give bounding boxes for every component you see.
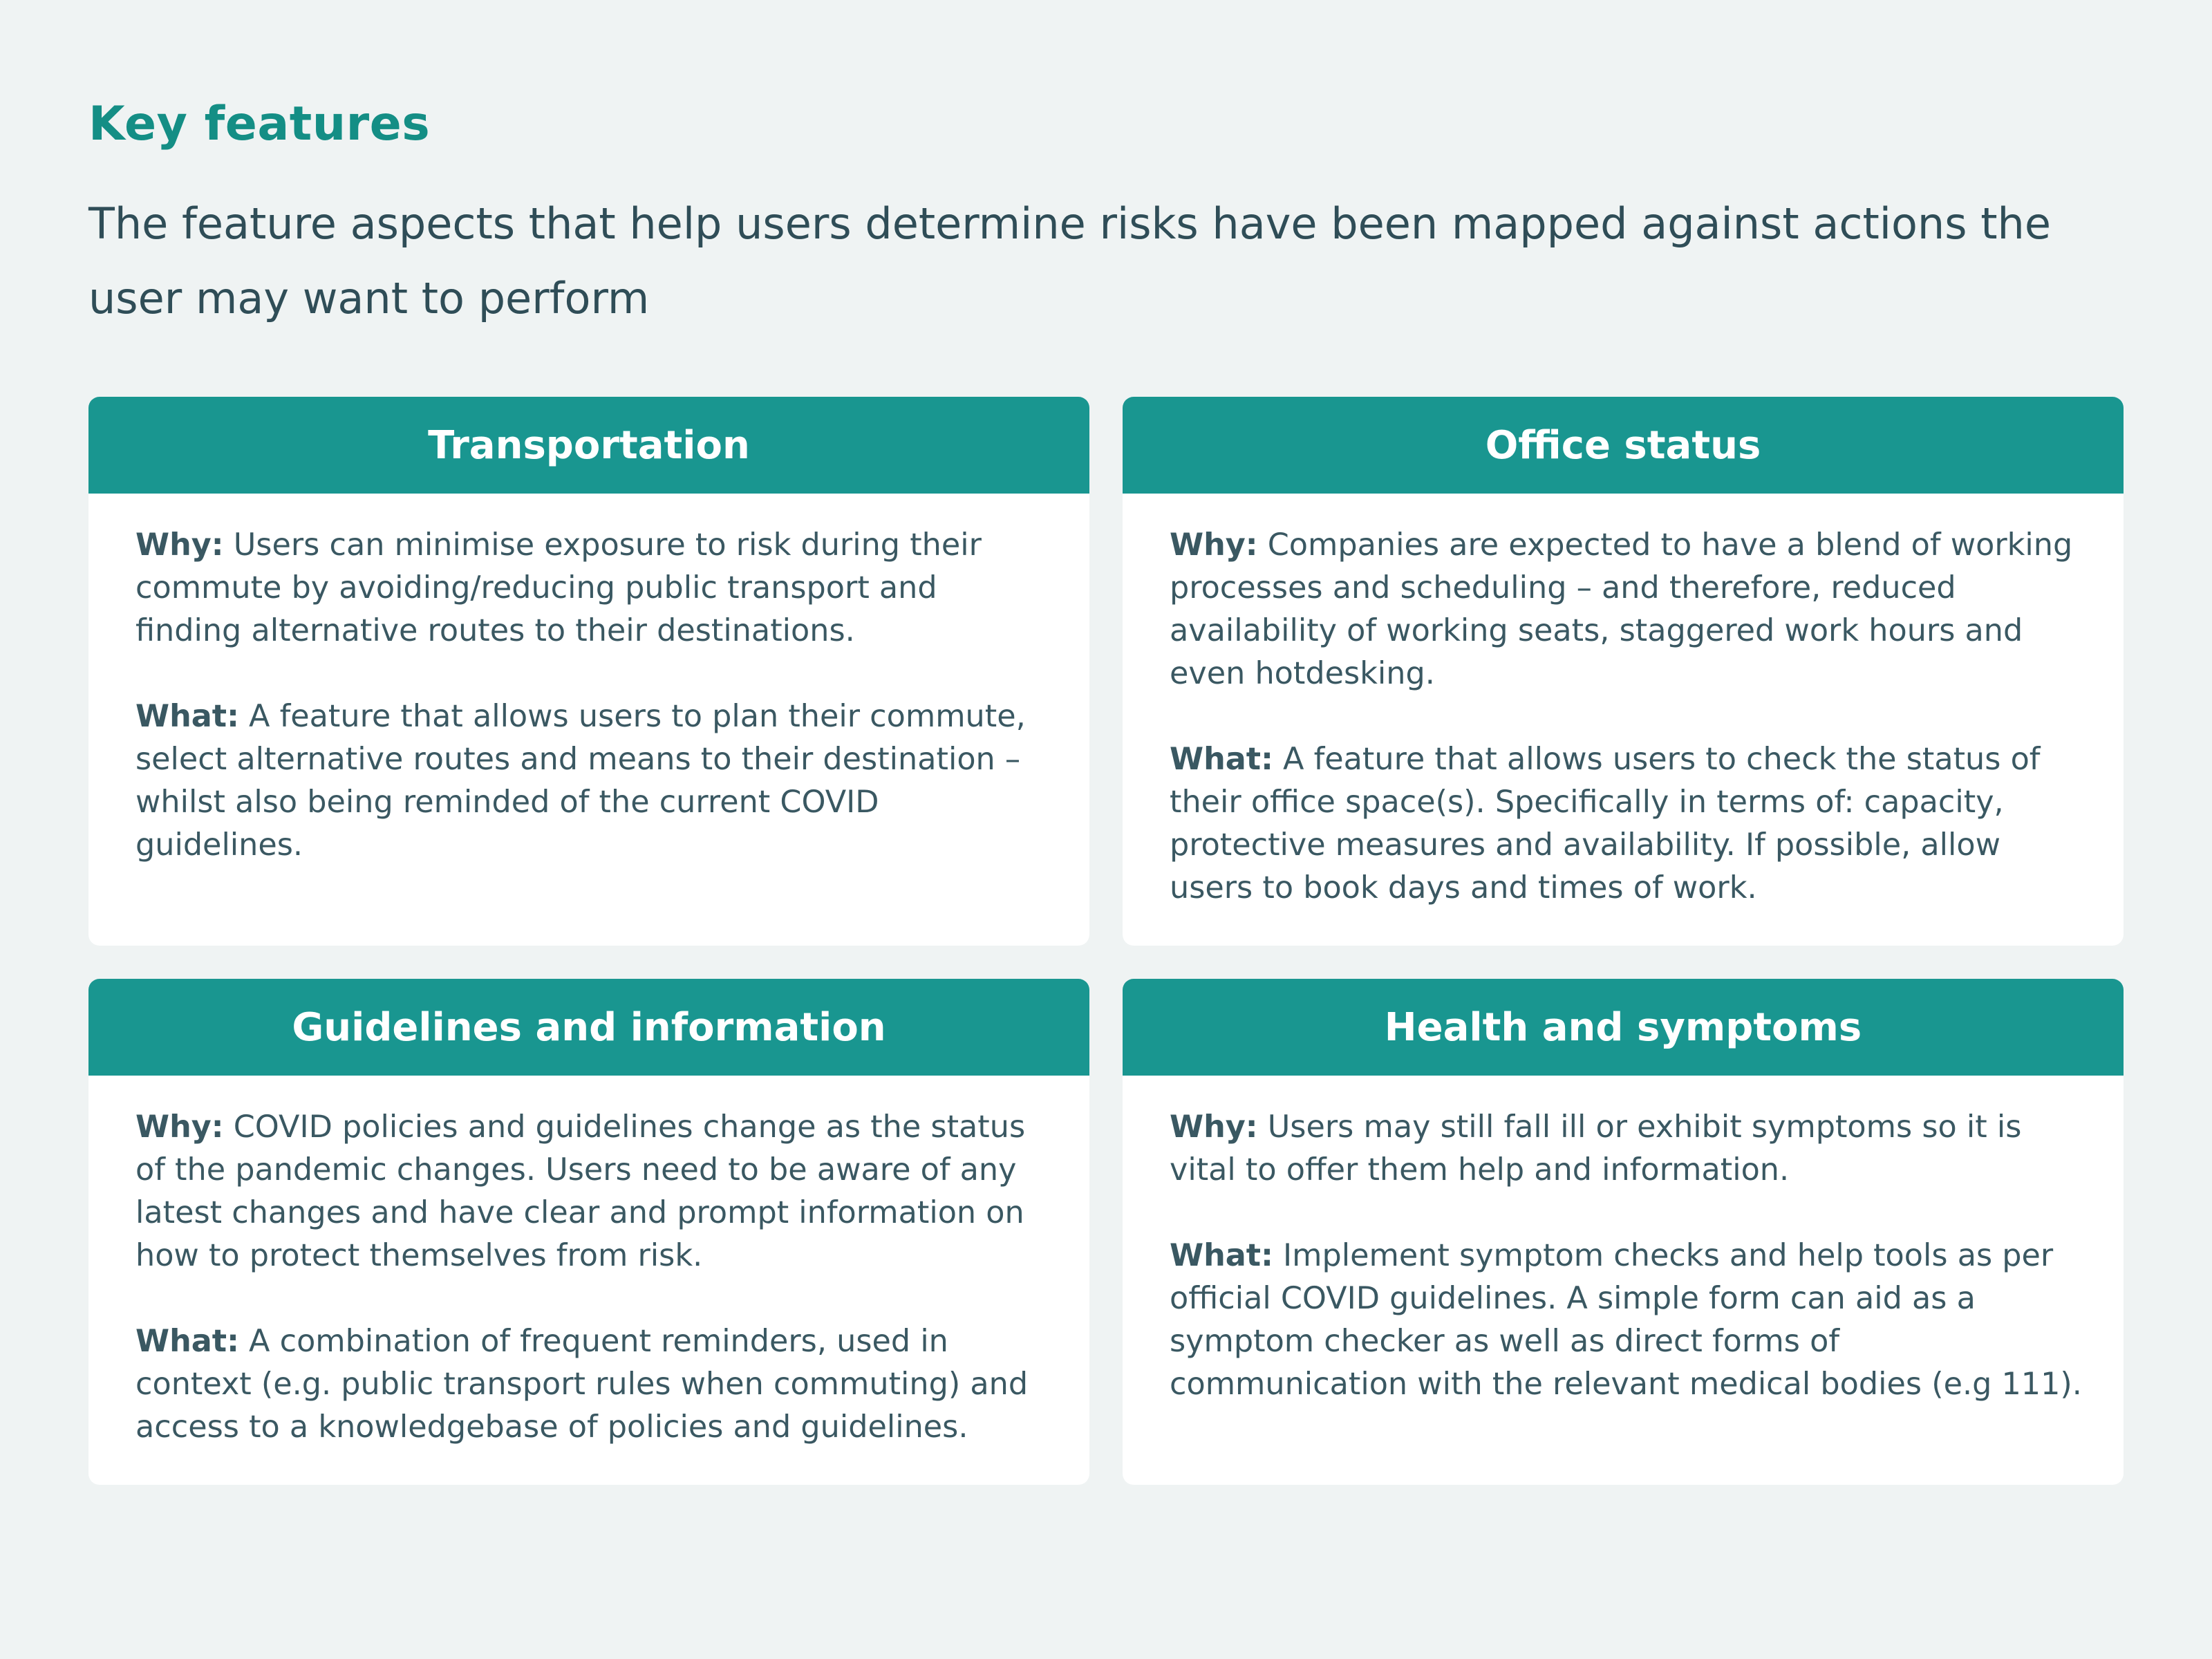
what-text: A feature that allows users to plan their commute, select alternative routes and means to their destination – whilst also being reminded of the current COVID guidelines.	[135, 699, 1026, 863]
card-title: Guidelines and information	[88, 979, 1089, 1076]
why-label: Why:	[135, 527, 224, 563]
feature-card-office-status	[1123, 397, 2124, 946]
feature-card-guidelines-and-information	[88, 979, 1089, 1485]
why-text: Users may still fall ill or exhibit symptoms so it is vital to offer them help and information.	[1170, 1109, 2022, 1188]
card-body	[88, 1076, 1089, 1449]
why-paragraph	[135, 524, 1048, 653]
what-label: What:	[135, 1324, 239, 1359]
what-text: Implement symptom checks and help tools as per official COVID guidelines. A simple form can aid as a symptom checker as well as direct forms of communication with the relevant medical bodies (e.g 111).	[1170, 1238, 2082, 1402]
why-text: COVID policies and guidelines change as the status of the pandemic changes. Users need to be aware of any latest changes and have clear and prompt information on how to protect themselves from risk.	[135, 1109, 1026, 1273]
why-paragraph	[135, 1106, 1048, 1277]
why-label: Why:	[1170, 527, 1258, 563]
what-label: What:	[135, 699, 239, 734]
what-paragraph	[1170, 1235, 2082, 1406]
what-paragraph	[135, 695, 1048, 867]
why-paragraph	[1170, 1106, 2082, 1192]
page-title: Key features	[88, 97, 431, 151]
card-body	[88, 494, 1089, 867]
card-title: Transportation	[88, 397, 1089, 494]
what-paragraph	[135, 1320, 1048, 1449]
why-label: Why:	[135, 1109, 224, 1145]
what-text: A feature that allows users to check the status of their office space(s). Specifically in terms of: capacity, protective measures and availability. If possible, allow users to book days and times of work.	[1170, 742, 2041, 906]
card-body	[1123, 1076, 2124, 1406]
why-text: Users can minimise exposure to risk during their commute by avoiding/reducing public transport and finding alternative routes to their destinations.	[135, 527, 982, 648]
why-label: Why:	[1170, 1109, 1258, 1145]
feature-card-health-and-symptoms	[1123, 979, 2124, 1485]
what-text: A combination of frequent reminders, used in context (e.g. public transport rules when commuting) and access to a knowledgebase of policies and guidelines.	[135, 1324, 1029, 1445]
what-label: What:	[1170, 742, 1273, 777]
page-subtitle: The feature aspects that help users determine risks have been mapped against actions the user may want to perform	[88, 198, 2051, 324]
why-paragraph	[1170, 524, 2082, 695]
card-body	[1123, 494, 2124, 910]
card-title: Health and symptoms	[1123, 979, 2124, 1076]
card-title: Office status	[1123, 397, 2124, 494]
feature-card-transportation	[88, 397, 1089, 946]
why-text: Companies are expected to have a blend of working processes and scheduling – and therefore, reduced availability of working seats, staggered work hours and even hotdesking.	[1170, 527, 2073, 691]
what-paragraph	[1170, 738, 2082, 910]
what-label: What:	[1170, 1238, 1273, 1273]
